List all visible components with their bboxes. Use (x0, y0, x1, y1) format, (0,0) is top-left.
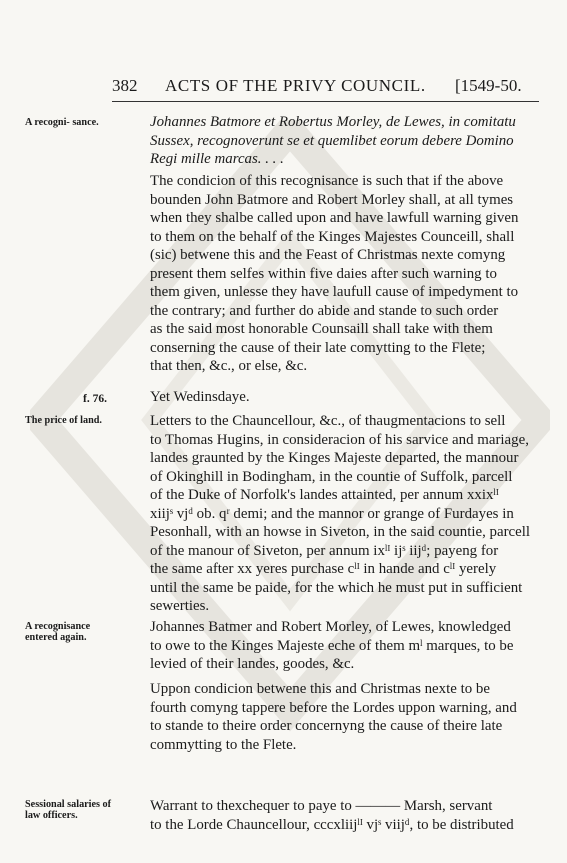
text-line: as the said most honorable Counsaill shall take with them (150, 321, 493, 337)
text-line: Pesonhall, with an howse in Siveton, in the said countie, parcell (150, 524, 531, 540)
text-line: (sic) betwene this and the Feast of Christmas nexte comyng (150, 247, 506, 263)
text-line: conserning the cause of their late comytting to the Flete; (150, 339, 486, 356)
margin-note-sessional: Sessional salaries of law officers. (25, 799, 112, 821)
text-line: The condicion of this recognisance is such that if the above (150, 173, 504, 189)
text-line: of the manour of Siveton, per annum ixˡᴵ ijˢ iijᵈ; payeng for (150, 542, 499, 559)
margin-note-recognisance: A recogni- sance. (25, 117, 99, 128)
text-line: bounden John Batmore and Robert Morley shall, at all tymes (150, 191, 514, 208)
text-line: of the Duke of Norfolk's landes attainted, per annum xxixˡᴵ (150, 487, 499, 503)
text-line: levied of their landes, goodes, &c. (150, 656, 355, 672)
text-line: commytting to the Flete. (150, 736, 297, 753)
text-line: when they shalbe called upon and have lawfull warning given (150, 210, 519, 226)
text-line: Johannes Batmore et Robertus Morley, de Lewes, in comitatu (150, 114, 516, 130)
header-rule (112, 101, 539, 102)
text-line: Sussex, recognoverunt se et quemlibet eorum debere Domino (150, 132, 514, 149)
margin-note-price-of-land: The price of land. (25, 415, 102, 426)
text-line: to Thomas Hugins, in consideracion of his sarvice and mariage, (150, 431, 529, 448)
text-line: them given, unlesse they have laufull cause of impedyment to (150, 284, 519, 300)
text-line: to stande to theire order concernyng the cause of theire late (150, 718, 503, 734)
condition-paragraph (134, 172, 540, 376)
text-line: to owe to the Kinges Majeste eche of them mˡ marques, to be (150, 637, 514, 654)
text-line: of Okinghill in Bodingham, in the countie of Suffolk, parcell (150, 468, 513, 485)
text-line: Uppon condicion betwene this and Christmas nexte to be (150, 681, 490, 697)
day-heading: Yet Wedinsdaye. (150, 389, 250, 405)
running-title: ACTS OF THE PRIVY COUNCIL. (165, 76, 426, 95)
text-line: to the Lorde Chauncellour, cccxliijˡᴵ vjˢ viijᵈ, to be distributed (150, 816, 514, 833)
text-line: Regi mille marcas. . . . (150, 151, 284, 167)
text-line: fourth comyng tappere before the Lordes uppon warning, and (150, 699, 517, 716)
uppon-paragraph (134, 680, 540, 754)
text-line: to them on the behalf of the Kinges Majestes Counceill, shall (150, 228, 515, 245)
text-line: Johannes Batmer and Robert Morley, of Lewes, knowledged (150, 619, 511, 635)
text-line: landes graunted by the Kinges Majeste departed, the mannour (150, 450, 519, 466)
text-line: Warrant to thexchequer to paye to ——— Marsh, servant (150, 798, 493, 814)
text-line: present them selfes within five daies after such warning to (150, 265, 497, 282)
letters-paragraph (134, 412, 540, 616)
text-line: until the same be paide, for the which he must put in sufficient (150, 579, 523, 596)
text-line: Letters to the Chauncellour, &c., of thaugmentacions to sell (150, 413, 506, 429)
text-line: that then, &c., or else, &c. (150, 358, 308, 374)
margin-note-recognisance-again: A recognisance entered again. (25, 621, 91, 643)
text-line: the contrary; and further do abide and stande to such order (150, 302, 499, 319)
page-number: 382 (112, 76, 138, 95)
folio-marker: f. 76. (83, 393, 107, 405)
recognisance-again-paragraph (134, 618, 540, 674)
recognisance-latin (134, 113, 540, 169)
text-line: sewerties. (150, 598, 210, 614)
running-header (0, 76, 567, 98)
warrant-paragraph (134, 797, 540, 834)
text-line: xiijˢ vjᵈ ob. qʳ demi; and the mannor or grange of Furdayes in (150, 505, 514, 522)
text-line: the same after xx yeres purchase cˡᴵ in hande and cˡᴵ yerely (150, 561, 497, 577)
header-year: [1549-50. (455, 76, 522, 95)
